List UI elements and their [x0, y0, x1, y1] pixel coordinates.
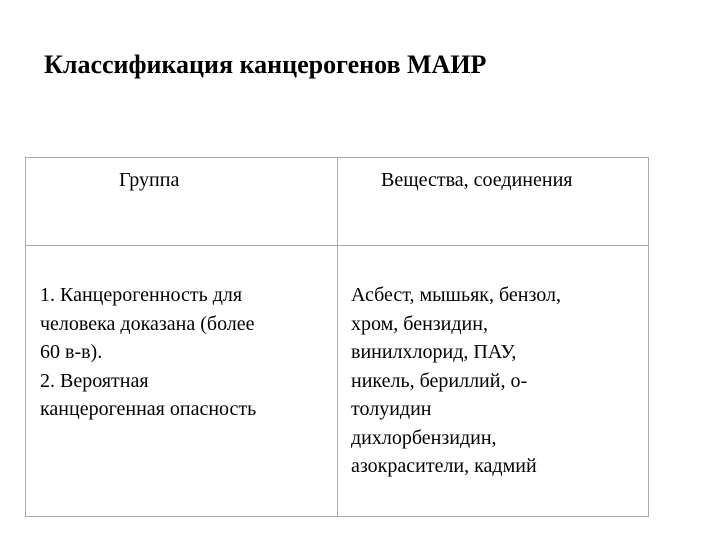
substances-text-line: винилхлорид, ПАУ,: [351, 341, 517, 363]
column-header-substances: Вещества, соединения: [381, 169, 573, 191]
substances-text-line: хром, бензидин,: [351, 312, 488, 335]
table-cell-group: [40, 281, 325, 424]
substances-text-line: толуидин: [351, 398, 432, 420]
column-header-group: Группа: [119, 169, 180, 191]
substances-text-line: азокрасители, кадмий: [351, 455, 537, 477]
substances-text-line: Асбест, мышьяк, бензол,: [351, 284, 561, 306]
group-text-line: канцерогенная опасность: [40, 398, 257, 420]
group-text-line: человека доказана (более: [40, 312, 255, 335]
table-cell-substances: [351, 281, 626, 481]
substances-text-line: дихлорбензидин,: [351, 426, 497, 449]
group-text-line: 1. Канцерогенность для: [40, 284, 243, 306]
substances-text-line: никель, бериллий, о-: [351, 369, 528, 392]
table-column-divider: [337, 158, 338, 516]
page-title: Классификация канцерогенов МАИР: [44, 50, 487, 79]
carcinogen-table: [25, 157, 649, 517]
group-text-line: 60 в-в).: [40, 341, 103, 363]
group-text-line: 2. Вероятная: [40, 369, 149, 392]
